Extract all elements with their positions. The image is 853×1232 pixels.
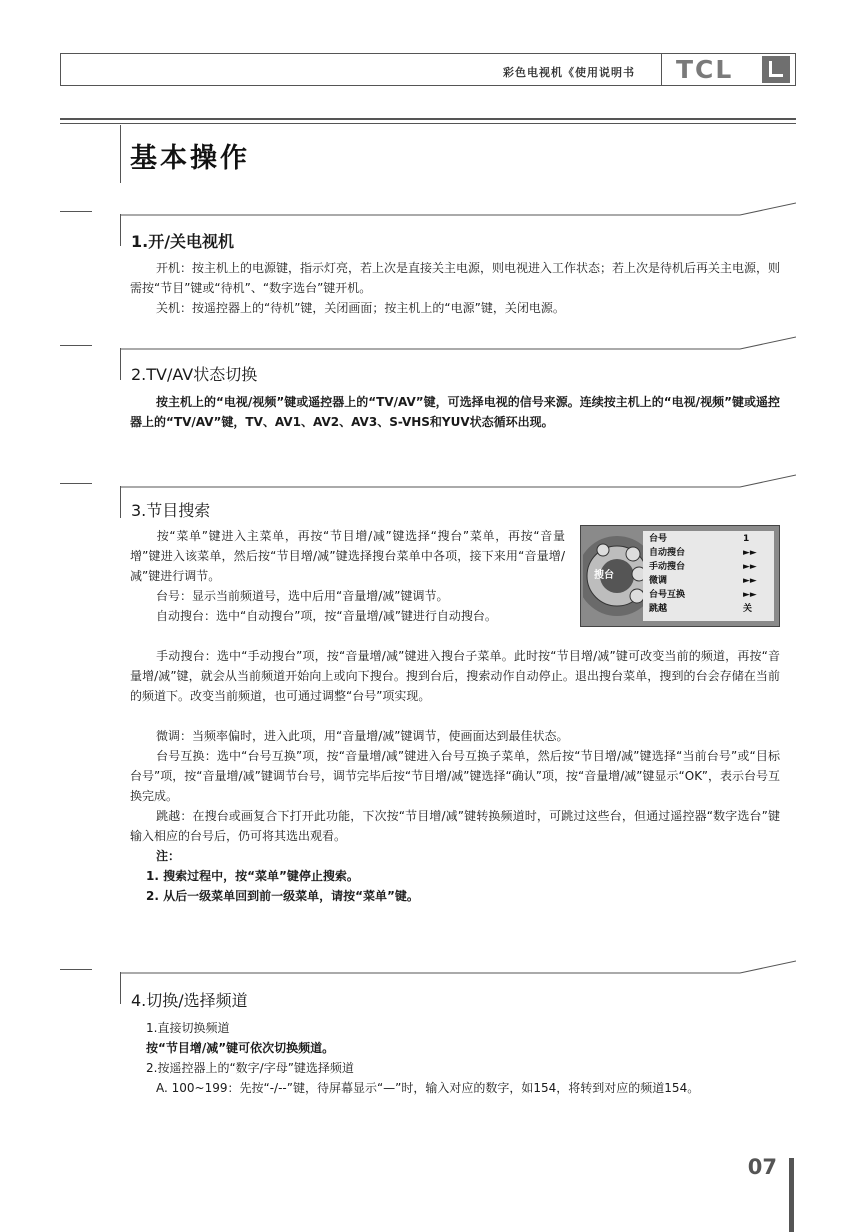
- section-3-dash: [60, 483, 92, 484]
- note-item: 2. 从后一级菜单回到前一级菜单，请按“菜单”键。: [146, 889, 419, 903]
- menu-dial-icon: [583, 528, 649, 624]
- section-1-dash: [60, 211, 92, 212]
- section-4-rule: [120, 959, 796, 983]
- title-rule: [60, 118, 796, 120]
- section-3-paragraph: 按“菜单”键进入主菜单，再按“节目增/减”键选择“搜台”菜单，再按“音量增”键进入该菜单，然后按“节目增/减”键选择搜台菜单中各项，接下来用“音量增/减”键进行调节。: [130, 529, 565, 583]
- header-divider: [661, 53, 662, 86]
- section-3-vertical-rule: [120, 486, 121, 518]
- menu-row-label: 手动搜台: [649, 562, 686, 572]
- page-number: 07: [747, 1155, 777, 1179]
- brand-logo: TCL: [676, 55, 734, 84]
- section-4-dash: [60, 969, 92, 970]
- page-title: 基本操作: [130, 143, 250, 174]
- section-4-vertical-rule: [120, 972, 121, 1004]
- section-1-rule: [120, 201, 796, 225]
- menu-row-label: 台号互换: [649, 590, 686, 600]
- menu-row-value: 1: [743, 534, 750, 544]
- section-3-paragraph: 台号：显示当前频道号，选中后用“音量增/减”键调节。: [156, 589, 449, 603]
- menu-row-value: ►►: [743, 562, 757, 572]
- menu-row-label: 自动搜台: [649, 548, 686, 558]
- section-3-paragraph: 微调：当频率偏时，进入此项，用“音量增/减”键调节，使画面达到最佳状态。: [156, 729, 569, 743]
- section-4-paragraph: 按“节目增/减”键可依次切换频道。: [146, 1041, 335, 1055]
- page-number-bar: [789, 1158, 794, 1232]
- menu-row-value: 关: [743, 604, 753, 614]
- section-2-rule: [120, 335, 796, 359]
- note-item: 1. 搜索过程中，按“菜单”键停止搜索。: [146, 869, 359, 883]
- menu-row-label: 跳越: [649, 604, 668, 614]
- note-label: 注：: [156, 849, 181, 863]
- section-2-dash: [60, 345, 92, 346]
- section-4-paragraph: 2.按遥控器上的“数字/字母”键选择频道: [146, 1061, 354, 1075]
- brand-mark-icon: [762, 56, 790, 83]
- title-vertical-rule: [120, 125, 121, 183]
- section-3-paragraph: 台号互换：选中“台号互换”项，按“音量增/减”键进入台号互换子菜单，然后按“节目增/减”键选择“当前台号”或“目标台号”项，按“音量增/减”键调节台号，调节完毕后按“节目增/减”键选择“确认”项，按“音量增/减”键显示“OK”，表示台号互换完成。: [130, 749, 780, 803]
- menu-row-value: ►►: [743, 548, 757, 558]
- section-3-paragraph: 手动搜台：选中“手动搜台”项，按“音量增/减”键进入搜台子菜单。此时按“节目增/减”键可改变当前的频道，再按“音量增/减”键，就会从当前频道开始向上或向下搜台。搜到台后，搜索动作自动停止。退出搜台菜单，搜到的台会存储在当前的频道下。改变当前频道，也可通过调整“台号”项实现。: [130, 649, 780, 703]
- section-2-vertical-rule: [120, 348, 121, 380]
- menu-list-pane: [643, 531, 774, 621]
- section-2-paragraph: 按主机上的“电视/视频”键或遥控器上的“TV/AV”键，可选择电视的信号来源。连续按主机上的“电视/视频”键或遥控器上的“TV/AV”键，TV、AV1、AV2、AV3、S-VHS和YUV状态循环出现。: [130, 395, 780, 429]
- menu-row-label: 台号: [649, 534, 668, 544]
- header-subtitle: 彩色电视机《使用说明书: [503, 66, 635, 79]
- menu-icon-label: 搜台: [594, 570, 614, 581]
- section-3-paragraph: 自动搜台：选中“自动搜台”项，按“音量增/减”键进行自动搜台。: [156, 609, 497, 623]
- section-1-paragraph: 开机：按主机上的电源键，指示灯亮，若上次是直接关主电源，则电视进入工作状态；若上次是待机后再关主电源，则需按“节目”键或“待机”、“数字选台”键开机。: [130, 261, 781, 295]
- section-3-title: 3.节目搜索: [131, 501, 211, 520]
- section-1-paragraph: 关机：按遥控器上的“待机”键，关闭画面；按主机上的“电源”键，关闭电源。: [156, 301, 565, 315]
- section-3-rule: [120, 473, 796, 497]
- section-1-vertical-rule: [120, 214, 121, 246]
- menu-row-label: 微调: [649, 576, 668, 586]
- section-3-paragraph: 跳越：在搜台或画复合下打开此功能，下次按“节目增/减”键转换频道时，可跳过这些台，但通过遥控器“数字选台”键输入相应的台号后，仍可将其选出观看。: [130, 809, 780, 843]
- menu-row-value: ►►: [743, 576, 757, 586]
- section-4-title: 4.切换/选择频道: [131, 991, 248, 1010]
- menu-row-value: ►►: [743, 590, 757, 600]
- section-2-title: 2.TV/AV状态切换: [131, 365, 258, 384]
- section-4-paragraph: 1.直接切换频道: [146, 1021, 230, 1035]
- section-1-title: 1.开/关电视机: [131, 232, 235, 251]
- section-4-paragraph: A. 100~199：先按“-/--”键，待屏幕显示“—”时，输入对应的数字，如154，将转到对应的频道154。: [156, 1081, 700, 1095]
- title-rule-thin: [60, 123, 796, 124]
